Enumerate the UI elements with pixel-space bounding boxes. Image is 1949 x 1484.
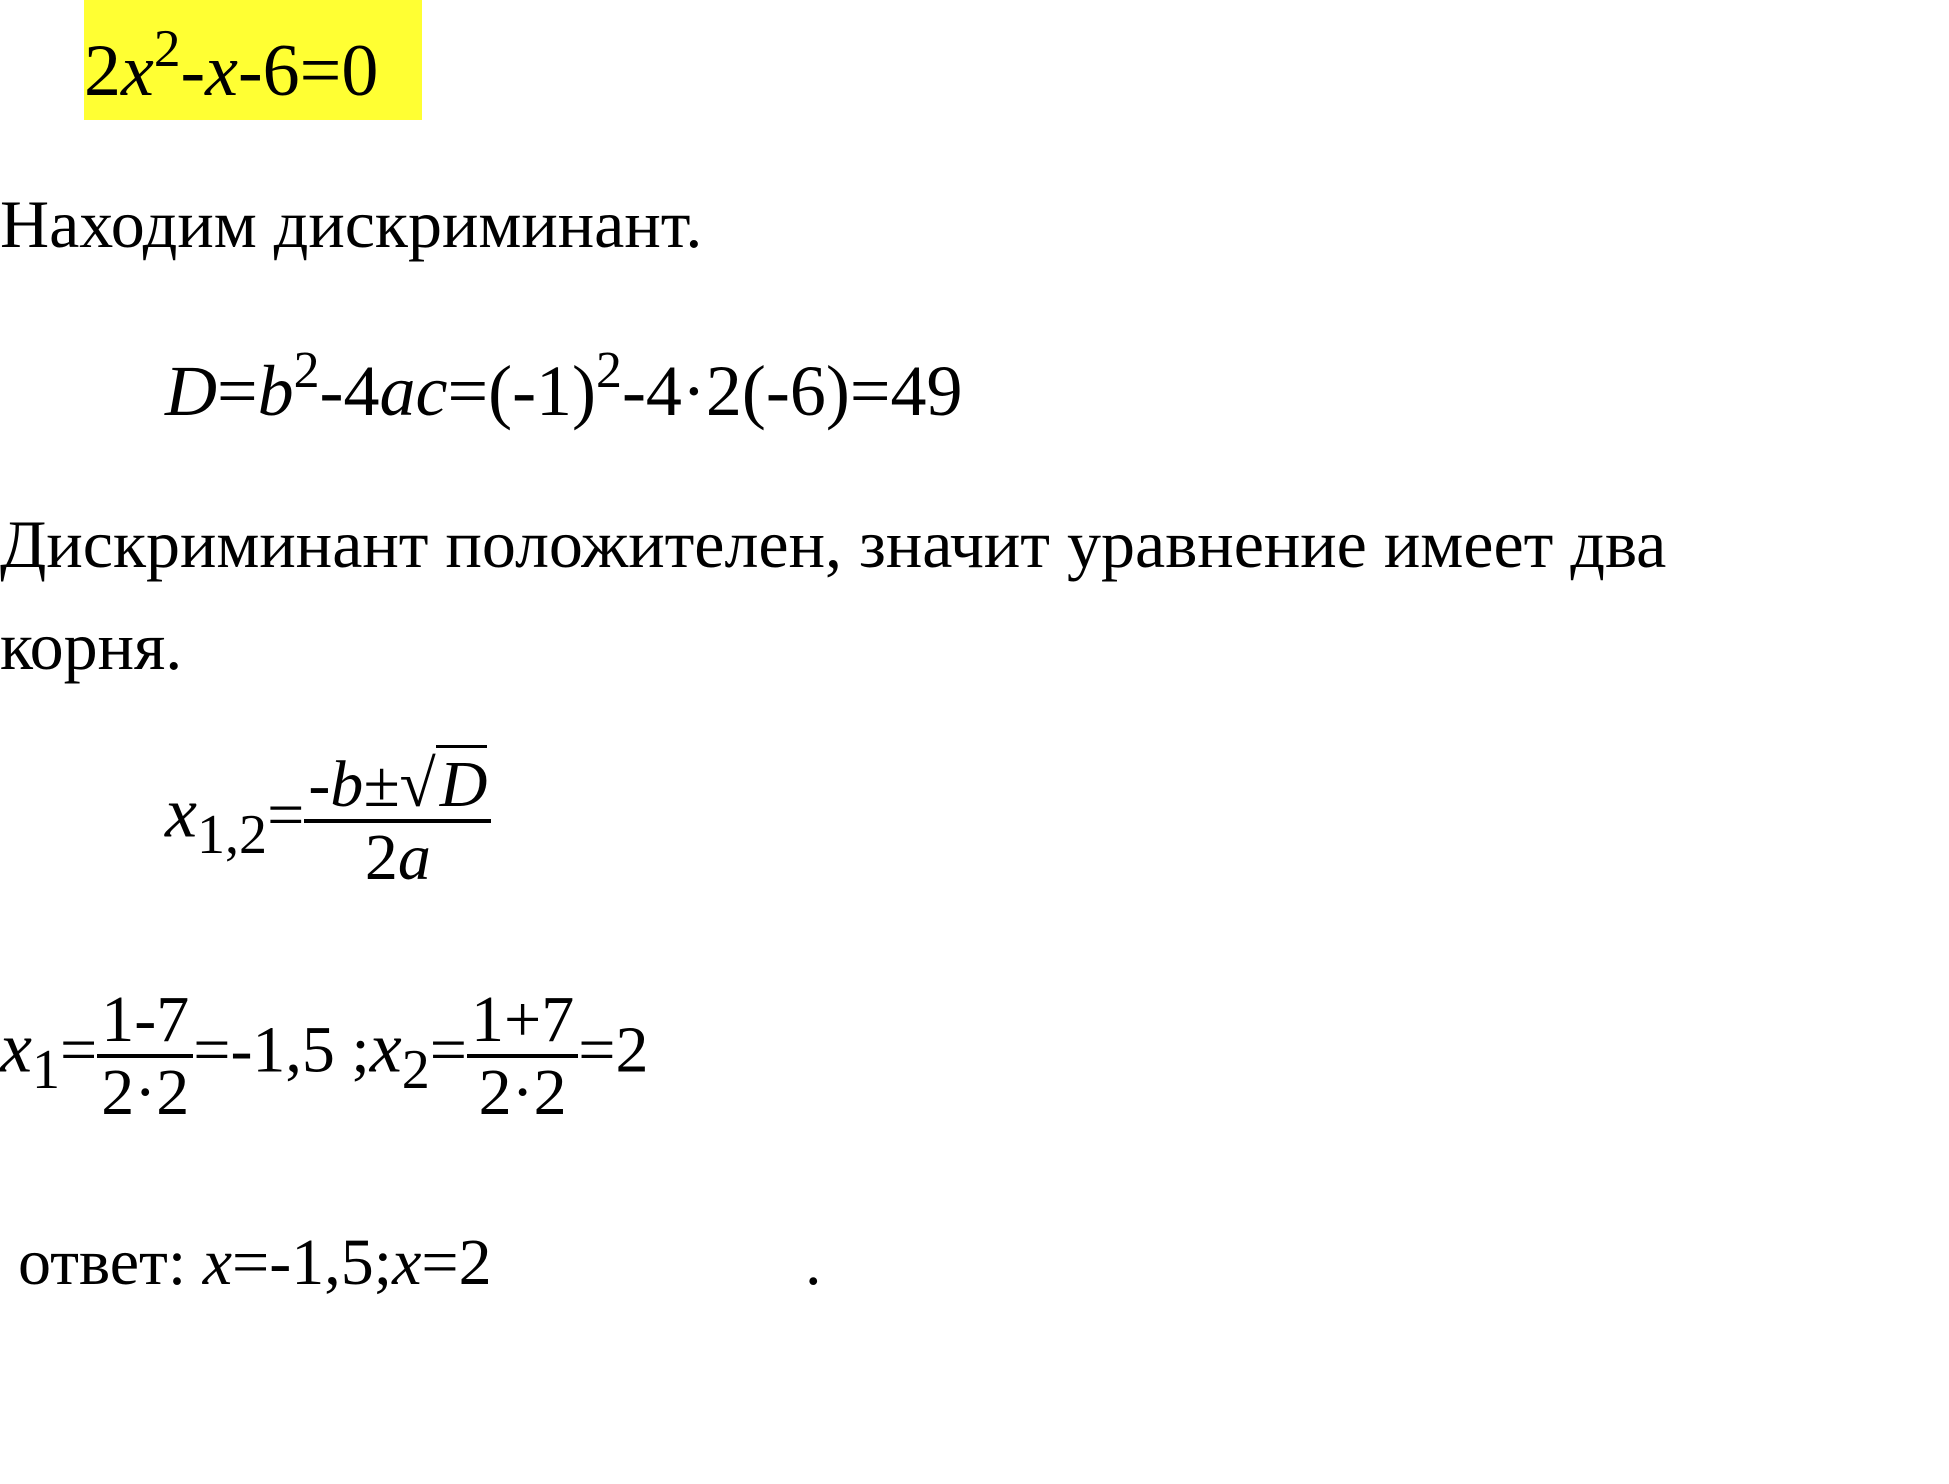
answer-line [18,1226,492,1299]
disc-rest: -4·2(-6)=49 [621,351,963,431]
rf-sub: 1,2 [196,804,268,867]
x2-numerator: 1+7 [467,985,578,1058]
x1-result: =-1,5 ; [193,1013,370,1087]
rf-eq: = [267,778,305,852]
eq-var2: x [205,30,239,112]
rf-x: x [165,772,197,853]
rf-den-2: 2 [364,821,398,895]
disc-exp2: 2 [596,341,622,399]
roots-formula [165,750,491,893]
answer-label: ответ: [18,1226,203,1299]
rf-fraction [304,750,491,893]
disc-minus4: -4 [319,351,380,431]
answer-var2: x [392,1226,422,1299]
eq-minus: - [180,30,206,112]
rf-num-prefix: -b± [308,748,400,821]
x2-denominator: 2·2 [478,1056,567,1130]
answer-res1: =-1,5; [232,1226,393,1299]
disc-D: D [165,351,217,431]
rf-radicand: D [436,745,488,821]
step1-text: Находим дискриминант. [0,186,703,262]
disc-exp1: 2 [293,341,320,399]
roots-values [0,985,649,1128]
x1-numerator: 1-7 [97,985,193,1058]
discriminant-formula [165,341,963,431]
equation [84,18,379,112]
step2-text-line2: корня. [0,608,183,684]
disc-paren: =(-1) [447,351,597,431]
x1-denominator: 2·2 [101,1056,190,1130]
eq-var: x [121,30,154,112]
x2-fraction [467,985,578,1128]
x1-sub: 1 [31,1039,61,1102]
x2-eq: = [429,1013,468,1087]
answer-var1: x [202,1226,233,1299]
x1-eq: = [60,1013,98,1087]
eq-exponent: 2 [153,18,181,78]
rf-numerator [304,750,491,823]
disc-ac: ac [379,351,448,431]
x2-var: x [369,1007,402,1088]
sqrt-symbol: √D [400,750,488,819]
equation-highlight [84,0,422,120]
eq-rest: -6=0 [238,30,379,112]
x1-var: x [0,1007,32,1088]
x1-fraction [97,985,193,1128]
x2-sub: 2 [401,1039,430,1102]
disc-b: b [257,351,294,431]
disc-eq: = [217,351,258,431]
rf-denominator [304,821,491,895]
trailing-period: . [805,1226,822,1299]
step2-text-line1: Дискриминант положителен, значит уравнение имеет два [0,506,1667,582]
eq-coef: 2 [84,30,121,112]
rf-den-a: a [397,821,431,895]
x2-result: =2 [578,1013,649,1087]
answer-res2: =2 [421,1226,492,1299]
